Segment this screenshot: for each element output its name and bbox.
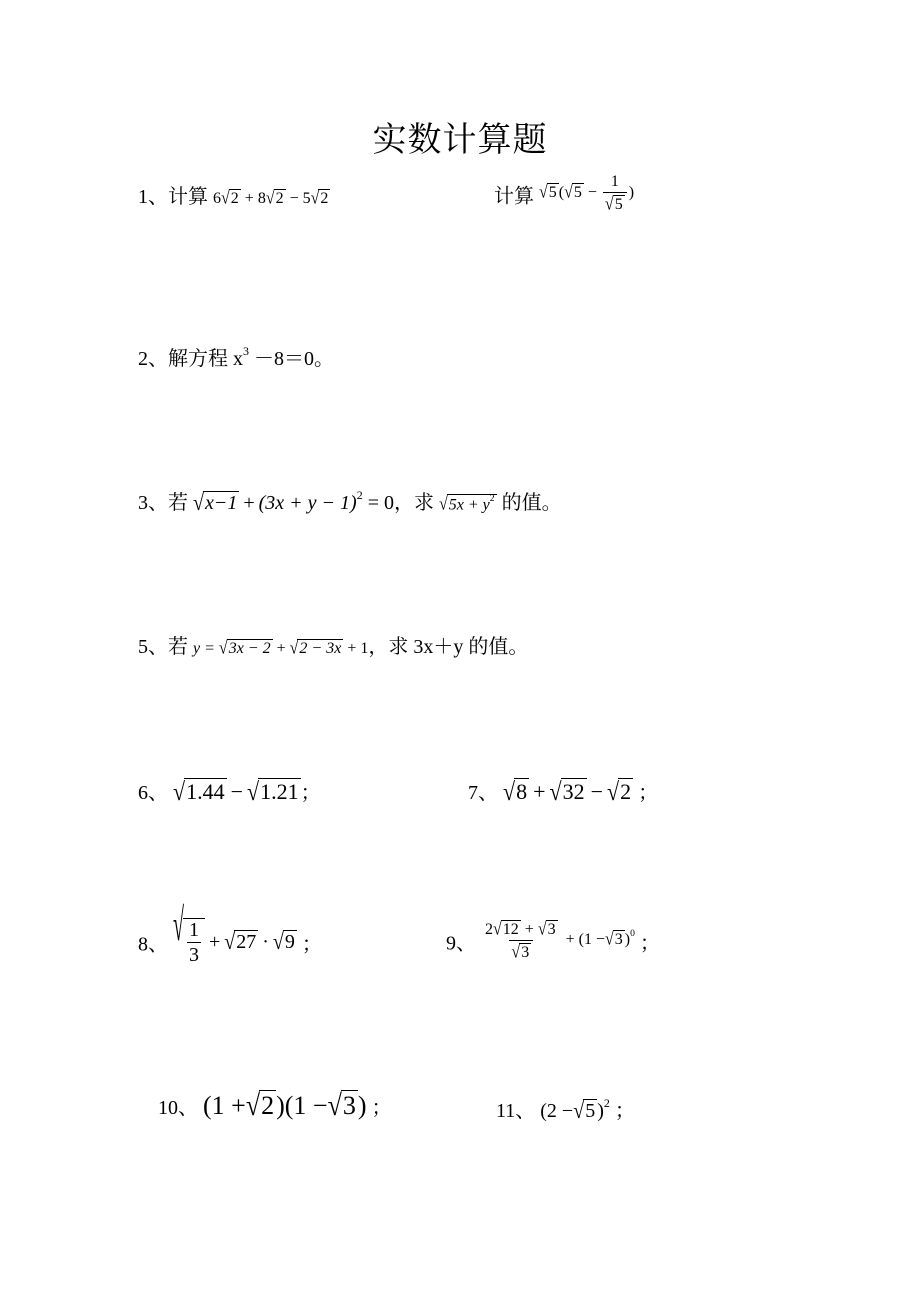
question-11: 11、 (2 −√5 )$^2$ ； (496, 1096, 635, 1124)
question-5: 5、若 y = √3x − 2 + √2 − 3x + 1，求 3x＋y 的值。 (138, 636, 529, 659)
question-10: 10、 (1 +√2)(1 −√3) ； (158, 1088, 392, 1123)
math-expression: $√x-1 + (3x + y - 1)^2 = 0$ (193, 488, 394, 516)
question-text: 解方程 (168, 348, 228, 370)
sqrt: √2 (221, 188, 239, 209)
question-9: 9、 $\frac{2√12 + √3}{√3}$ + (1 −√3 )$^0$ ； (446, 919, 660, 962)
question-3: 3、若 $√x-1 + (3x + y - 1)^2 = 0$，求 $√5x + y^2$ 的值。 (138, 488, 562, 516)
math-expression: (1 +√2)(1 −√3) (203, 1088, 367, 1123)
math-expression: y = √3x − 2 + √2 − 3x + 1 (193, 638, 369, 659)
question-number: 3、 (138, 492, 168, 514)
question-text: 计算 (168, 186, 208, 208)
math-expression: √8 + √32 − √2 (503, 777, 632, 806)
question-number: 11、 (496, 1100, 536, 1122)
math-expression: $\frac{2√12 + √3}{√3}$ + (1 −√3 )$^0$ (485, 919, 635, 962)
sqrt: √2 (310, 188, 329, 209)
math-expression: √ $\frac{1}{3}$ + √27 · √9 (173, 900, 295, 966)
math-expression: $x^3 -8=0$。 (233, 344, 334, 370)
fraction: $\frac{1}{√5}$ (603, 174, 627, 214)
sqrt: √2 (265, 188, 284, 209)
question-7: 7、 √8 + √32 − √2 ； (468, 777, 659, 806)
question-text: 计算 (494, 185, 534, 208)
question-number: 5、 (138, 636, 168, 658)
question-number: 1、 (138, 186, 168, 208)
question-number: 2、 (138, 348, 168, 370)
math-expression: (2 −√5 )$^2$ (540, 1096, 610, 1124)
math-expression: √5 (√5 − $\frac{1}{√5}$ ) (539, 173, 635, 214)
question-number: 7、 (468, 782, 498, 804)
question-number: 6、 (138, 782, 168, 804)
question-number: 10、 (158, 1097, 198, 1119)
question-1b (494, 174, 634, 214)
question-1 (138, 180, 330, 209)
math-expression: 6√2 + 8√2 − 5√2 (213, 188, 329, 209)
question-text: 若 (168, 492, 188, 514)
question-text: 若 (168, 636, 188, 658)
question-6: 6、 √1.44 − √1.21 ； (138, 777, 321, 806)
question-number: 8、 (138, 933, 168, 956)
question-8: 8、 √ $\frac{1}{3}$ + √27 · √9 ； (138, 900, 322, 966)
math-expression: $√5x + y^2$ (439, 492, 495, 515)
page-title: 实数计算题 (372, 122, 548, 159)
question-number: 9、 (446, 932, 476, 955)
question-2 (138, 342, 334, 371)
math-expression: √1.44 − √1.21 (173, 777, 299, 806)
